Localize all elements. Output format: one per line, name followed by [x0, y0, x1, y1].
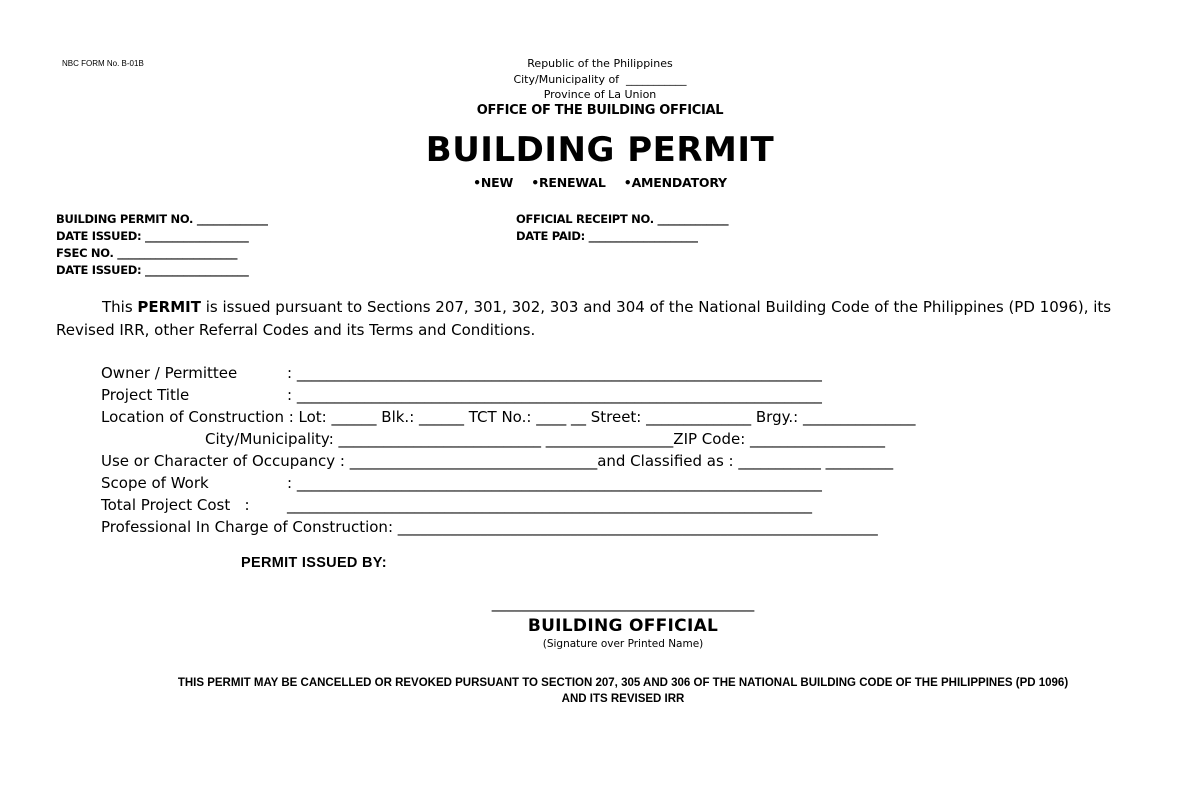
city-municipality-line: City/Municipality of ___________	[513, 73, 687, 86]
signature-line: ___________________________________	[491, 594, 755, 612]
official-receipt-field: OFFICIAL RECEIPT NO. _____________	[516, 212, 729, 226]
city-zip-line: City/Municipality: ___________________________ _________________ZIP Code: __________________	[205, 430, 886, 448]
permit-issued-by-label: PERMIT ISSUED BY:	[241, 555, 387, 571]
occupancy-line: Use or Character of Occupancy : _________________________________and Classified as : ___________ _________	[101, 452, 894, 470]
project-cost-label: Total Project Cost :	[101, 496, 250, 514]
revocation-notice-line2: AND ITS REVISED IRR	[561, 693, 685, 705]
location-line: Location of Construction : Lot: ______ Blk.: ______ TCT No.: ____ __ Street: ______________ Brgy.: _______________	[101, 408, 916, 426]
date-paid-field: DATE PAID: ____________________	[516, 229, 698, 243]
permit-type-new: •NEW	[473, 175, 514, 190]
owner-field: : ______________________________________________________________________	[287, 364, 822, 382]
professional-line: Professional In Charge of Construction: ________________________________________________________________	[101, 518, 878, 536]
fsec-number-field: FSEC NO. ______________________	[56, 246, 238, 260]
owner-label: Owner / Permittee	[101, 364, 238, 382]
permit-type-amendatory: •AMENDATORY	[623, 175, 727, 190]
project-title-field: : ______________________________________________________________________	[287, 386, 822, 404]
office-heading: OFFICE OF THE BUILDING OFFICIAL	[476, 103, 724, 118]
scope-field: : ______________________________________________________________________	[287, 474, 822, 492]
revocation-notice-line1: THIS PERMIT MAY BE CANCELLED OR REVOKED PURSUANT TO SECTION 207, 305 AND 306 OF THE NATIONAL BUILDING CODE OF THE PHILIPPINES (PD 1096)	[177, 677, 1069, 689]
fsec-date-issued-field: DATE ISSUED: ___________________	[56, 263, 249, 277]
signature-caption: (Signature over Printed Name)	[542, 638, 704, 650]
province-line: Province of La Union	[543, 88, 657, 101]
scope-label: Scope of Work	[101, 474, 209, 492]
project-title-label: Project Title	[101, 386, 190, 404]
building-official-title: BUILDING OFFICIAL	[527, 616, 719, 636]
form-number: NBC FORM No. B-01B	[62, 59, 144, 68]
permit-type-renewal: •RENEWAL	[531, 175, 606, 190]
permit-statement: This PERMIT is issued pursuant to Sections 207, 301, 302, 303 and 304 of the National Building Code of the Philippines (PD 1096), its Revised IRR, other Referral Codes and its Terms and Conditions.	[56, 298, 1112, 339]
permit-type-options	[0, 175, 1200, 190]
page-title: BUILDING PERMIT	[425, 130, 775, 170]
republic-heading: Republic of the Philippines	[527, 57, 673, 70]
project-cost-field: ______________________________________________________________________	[287, 496, 812, 514]
permit-number-field: BUILDING PERMIT NO. _____________	[56, 212, 268, 226]
date-issued-field: DATE ISSUED: ___________________	[56, 229, 249, 243]
